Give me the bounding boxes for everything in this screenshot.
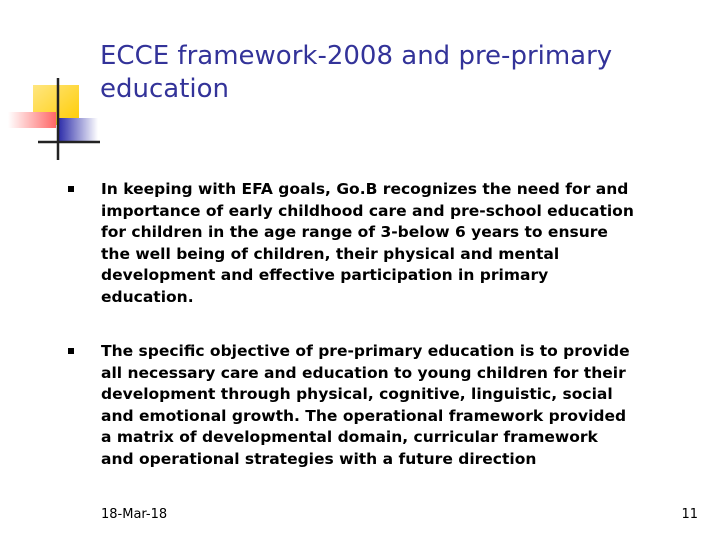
bullet-line: The specific objective of pre-primary education is to provide	[101, 342, 630, 360]
deco-red-bar	[8, 112, 56, 128]
footer-date: 18-Mar-18	[101, 507, 168, 522]
bullet-line: development and effective participation in primary	[101, 266, 549, 284]
bullet-line: importance of early childhood care and pre-school education	[101, 201, 634, 220]
bullet-line: all necessary care and education to young children for their	[101, 363, 626, 382]
bullet-line: and operational strategies with a future direction	[101, 449, 537, 468]
bullet-text	[101, 179, 666, 308]
bullet-item	[66, 341, 666, 470]
square-bullet-icon	[68, 186, 74, 192]
bullet-item	[66, 179, 666, 308]
title-line: ECCE framework-2008 and pre-primary	[100, 41, 613, 71]
corner-decoration	[0, 0, 110, 165]
bullet-text	[101, 341, 666, 470]
bullet-line: and emotional growth. The operational framework provided	[101, 406, 627, 425]
slide-number: 11	[681, 507, 698, 522]
bullet-line: education.	[101, 287, 194, 306]
bullet-line: development through physical, cognitive, linguistic, social	[101, 385, 613, 403]
deco-blue-square	[58, 118, 98, 143]
title-line: education	[100, 74, 230, 104]
bullet-line: the well being of children, their physical and mental	[101, 244, 560, 263]
bullet-line: a matrix of developmental domain, curricular framework	[101, 428, 598, 446]
bullet-list	[66, 179, 666, 503]
bullet-line: for children in the age range of 3-below 6 years to ensure	[101, 223, 608, 241]
bullet-line: In keeping with EFA goals, Go.B recognizes the need for and	[101, 180, 629, 198]
slide-title	[100, 40, 700, 106]
square-bullet-icon	[68, 348, 74, 354]
